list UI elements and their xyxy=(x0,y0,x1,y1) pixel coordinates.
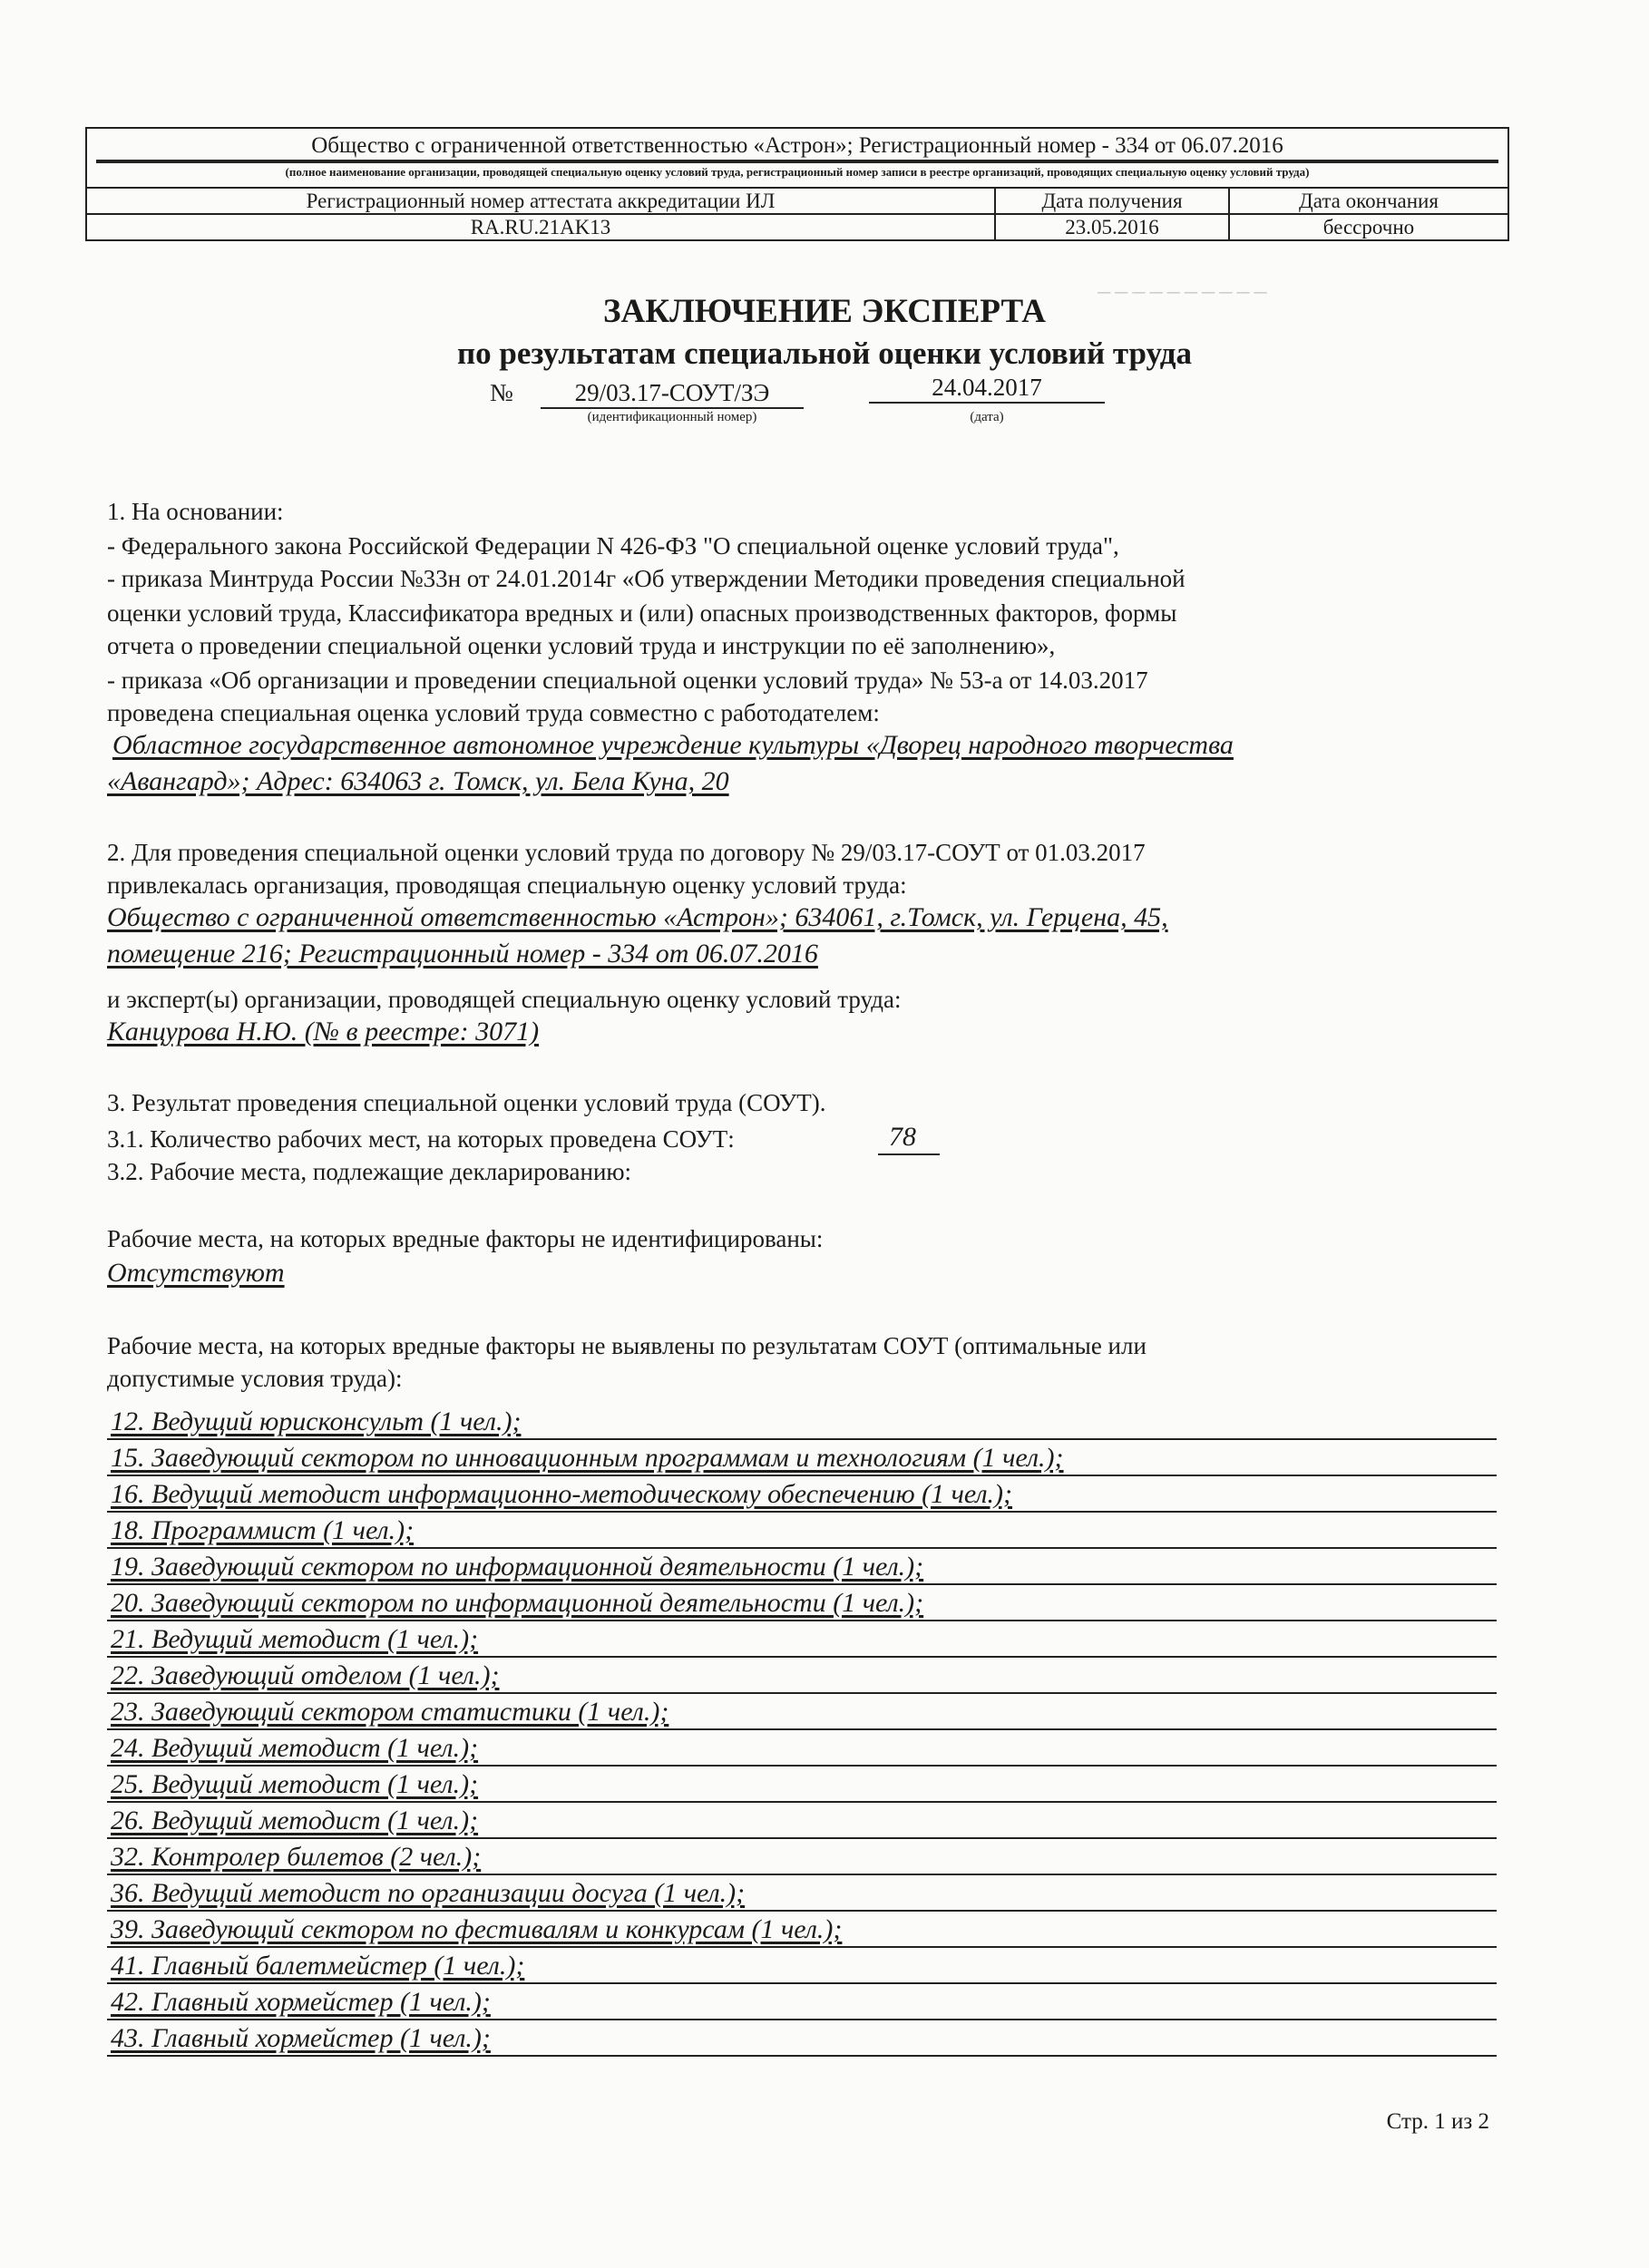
workplace-entry: 42. Главный хормейстер (1 чел.); xyxy=(111,1987,491,2017)
list-item xyxy=(107,2019,1497,2057)
conclusion-date: 24.04.2017 xyxy=(869,374,1105,404)
not-found-label-continued: допустимые условия труда): xyxy=(107,1365,403,1392)
workplace-entry: 21. Ведущий методист (1 чел.); xyxy=(111,1624,479,1654)
list-item xyxy=(107,1874,1497,1912)
workplace-entry: 26. Ведущий методист (1 чел.); xyxy=(111,1806,479,1835)
identification-number-caption: (идентификационный номер) xyxy=(587,410,757,424)
list-item xyxy=(107,1511,1497,1549)
workplace-entry: 15. Заведующий сектором по инновационным программам и технологиям (1 чел.); xyxy=(111,1443,1064,1473)
list-item xyxy=(107,1728,1497,1767)
accreditation-number: RA.RU.21AK13 xyxy=(87,215,996,239)
section2-line: и эксперт(ы) организации, проводящей специальную оценку условий труда: xyxy=(107,986,902,1013)
list-item xyxy=(107,1946,1497,1984)
org-note: (полное наименование организации, проводящей специальную оценку условий труда, регистрационный номер записи в реестре организаций, проводящих специальную оценку условий труда) xyxy=(285,165,1310,179)
accreditation-header-table xyxy=(85,127,1509,241)
declaration-label: 3.2. Рабочие места, подлежащие декларированию: xyxy=(107,1158,632,1185)
not-identified-value: Отсутствуют xyxy=(107,1258,285,1288)
list-item xyxy=(107,1402,1497,1440)
header-values xyxy=(87,213,1508,239)
workplace-count-underline xyxy=(878,1153,940,1155)
document-title: ЗАКЛЮЧЕНИЕ ЭКСПЕРТА xyxy=(602,293,1046,330)
conclusion-date-caption: (дата) xyxy=(970,410,1004,424)
list-item xyxy=(107,1547,1497,1585)
not-identified-label: Рабочие места, на которых вредные факторы не идентифицированы: xyxy=(107,1225,824,1252)
workplace-entry: 23. Заведующий сектором статистики (1 чел.); xyxy=(111,1697,669,1727)
workplace-entry: 24. Ведущий методист (1 чел.); xyxy=(111,1733,479,1763)
end-date-head: Дата окончания xyxy=(1299,190,1439,212)
list-item xyxy=(107,1475,1497,1513)
org-name: Общество с ограниченной ответственностью «Астрон»; Регистрационный номер - 334 от 06.07.2016 xyxy=(311,133,1283,158)
section1-line: - Федерального закона Российской Федерации N 426-ФЗ "О специальной оценке условий труда", xyxy=(107,532,1119,560)
section1-line: - приказа Минтруда России №33н от 24.01.2014г «Об утверждении Методики проведения специальной xyxy=(107,565,1186,592)
section1-heading: 1. На основании: xyxy=(107,498,284,525)
workplace-entry: 12. Ведущий юрисконсульт (1 чел.); xyxy=(111,1407,522,1436)
not-found-label: Рабочие места, на которых вредные факторы не выявлены по результатам СОУТ (оптимальные или xyxy=(107,1332,1146,1359)
list-item xyxy=(107,1656,1497,1694)
assessment-organization: Общество с ограниченной ответственностью «Астрон»; 634061, г.Томск, ул. Герцена, 45, xyxy=(107,902,1168,932)
section1-line: проведена специальная оценка условий труда совместно с работодателем: xyxy=(107,699,880,726)
list-item xyxy=(107,1910,1497,1948)
workplace-count-label: 3.1. Количество рабочих мест, на которых проведена СОУТ: xyxy=(107,1125,735,1153)
workplace-entry: 16. Ведущий методист информационно-методическому обеспечению (1 чел.); xyxy=(111,1479,1013,1509)
issue-date: 23.05.2016 xyxy=(996,215,1230,239)
section1-line: оценки условий труда, Классификатора вредных и (или) опасных производственных факторов, формы xyxy=(107,599,1177,627)
workplace-entry: 32. Контролер билетов (2 чел.); xyxy=(111,1842,482,1872)
header-columns xyxy=(87,187,1508,213)
list-item xyxy=(107,1837,1497,1875)
section3-heading: 3. Результат проведения специальной оценки условий труда (СОУТ). xyxy=(107,1089,826,1116)
workplace-entry: 18. Программист (1 чел.); xyxy=(111,1515,415,1545)
workplace-entry: 22. Заведующий отделом (1 чел.); xyxy=(111,1660,500,1690)
list-item xyxy=(107,1583,1497,1621)
bleed-through-text: ─ ─ ─ ─ ─ ─ ─ ─ ─ ─ xyxy=(1098,283,1267,303)
section2-line: привлекалась организация, проводящая специальную оценку условий труда: xyxy=(107,871,907,899)
workplace-count: 78 xyxy=(889,1122,916,1152)
list-item xyxy=(107,1692,1497,1730)
workplace-entry: 36. Ведущий методист по организации досуга (1 чел.); xyxy=(111,1878,746,1908)
section2-heading: 2. Для проведения специальной оценки условий труда по договору № 29/03.17-СОУТ от 01.03.2017 xyxy=(107,839,1146,866)
section1-line: отчета о проведении специальной оценки условий труда и инструкции по её заполнению», xyxy=(107,632,1056,659)
workplace-entry: 41. Главный балетмейстер (1 чел.); xyxy=(111,1951,525,1981)
employer-address: «Авангард»; Адрес: 634063 г. Томск, ул. Бела Куна, 20 xyxy=(107,766,729,796)
issue-date-head: Дата получения xyxy=(996,189,1230,213)
page-number: Стр. 1 из 2 xyxy=(1386,2109,1489,2134)
list-item xyxy=(107,1620,1497,1658)
list-item xyxy=(107,1982,1497,2020)
number-sign: № xyxy=(490,379,513,406)
document-subtitle: по результатам специальной оценки условий труда xyxy=(457,336,1192,371)
accreditation-number-head: Регистрационный номер аттестата аккредитации ИЛ xyxy=(87,189,996,213)
workplace-entry: 20. Заведующий сектором по информационной деятельности (1 чел.); xyxy=(111,1588,924,1618)
employer-name: Областное государственное автономное учреждение культуры «Дворец народного творчества xyxy=(112,730,1234,760)
expert-name: Канцурова Н.Ю. (№ в реестре: 3071) xyxy=(107,1017,540,1046)
workplace-entry: 25. Ведущий методист (1 чел.); xyxy=(111,1769,479,1799)
list-item xyxy=(107,1801,1497,1839)
list-item xyxy=(107,1765,1497,1803)
list-item xyxy=(107,1438,1497,1476)
workplace-entry: 43. Главный хормейстер (1 чел.); xyxy=(111,2023,491,2053)
identification-number: 29/03.17-СОУТ/ЗЭ xyxy=(541,379,804,409)
workplace-entry: 39. Заведующий сектором по фестивалям и конкурсам (1 чел.); xyxy=(111,1914,843,1944)
end-date: бессрочно xyxy=(1322,216,1415,238)
assessment-organization-registration: помещение 216; Регистрационный номер - 334 от 06.07.2016 xyxy=(107,939,818,969)
section1-line: - приказа «Об организации и проведении специальной оценки условий труда» № 53-а от 14.03.2017 xyxy=(107,667,1148,694)
workplace-entry: 19. Заведующий сектором по информационной деятельности (1 чел.); xyxy=(111,1552,924,1582)
